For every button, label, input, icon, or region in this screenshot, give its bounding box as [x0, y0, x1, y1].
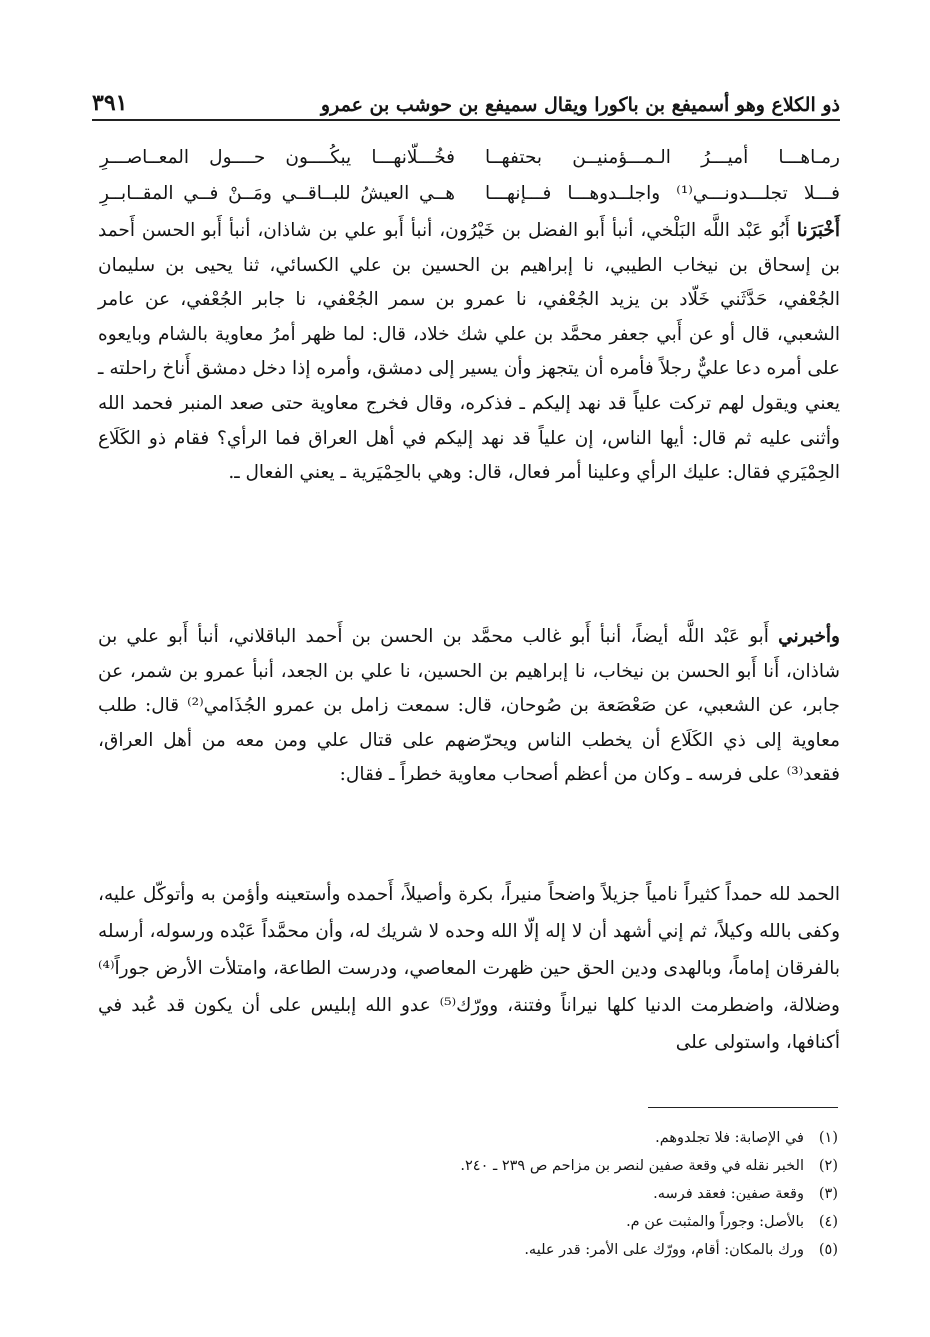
footnote-text: الخبر نقله في وقعة صفين لنصر بن مزاحم ص ٢٣٩ ـ ٢٤٠. — [460, 1158, 804, 1174]
paragraph-body: الحمد لله حمداً كثيراً نامياً جزيلاً واضحاً منيراً، بكرة وأصيلاً، أَحمده وأستعينه وأؤمن به وأتوكّل عليه، وكفى بالله وكيلاً، ثم إني أشهد أن لا إله إلّا الله وحده لا شريك له، وأن محمَّداً عَبْده ورسوله، أرسله بالفرقان إماماً، وبالهدى ودين الحق حين ظهرت المعاصي، ودرست الطاعة، وامتلأت الأرض جوراً⁽⁴⁾ وضلالة، واضطرمت الدنيا كلها نيراناً وفتنة، وورّك⁽⁵⁾ عدو الله إبليس على أن يكون قد عُبد في أكنافها، واستولى على — [98, 884, 840, 1053]
footnote-number: (٥) — [818, 1242, 838, 1258]
paragraph-second-narration — [98, 620, 840, 793]
header-rule — [92, 119, 840, 121]
footnote — [300, 1152, 838, 1180]
footnote-text: بالأصل: وجوراً والمثبت عن م. — [626, 1214, 804, 1230]
footnote — [300, 1236, 838, 1264]
footnote — [300, 1180, 838, 1208]
footnote-number: (٢) — [818, 1158, 838, 1174]
footnote — [300, 1208, 838, 1236]
verse-second-hemistich: فخُـــلّانهـــا يبكُــــون حــــول المعــاصـــرِ — [100, 147, 455, 168]
page-header — [92, 82, 840, 116]
footnote-text: ورك بالمكان: أقام، وورّك على الأمر: قدر عليه. — [524, 1242, 804, 1258]
paragraph-body: أَبُو عَبْد اللَّه البَلْخي، أنبأ أَبو الفضل بن خَيْرُون، أنبأ أَبو علي بن شاذان، أنبأ أَبو الحسن أَحمد بن إسحاق بن نيخاب الطيبي، نا إبراهيم بن الحسين بن علي الكسائي، ثنا يحيى بن سليمان الجُعْفي، حَدَّثَني خَلّاد بن يزيد الجُعْفي، نا عمرو بن سمر الجُعْفي، نا جابر الجُعْفي، عن عامر الشعبي، قال أو عن أَبي جعفر محمَّد بن علي شك خلاد، قال: لما ظهر أمرُ معاوية بالشام وبايعوه على أمره دعا عليٌّ رجلاً فأمره أن يتجهز وأن يسير إلى دمشق، وأمره إذا دخل دمشق أَناخ راحلته ـ يعني ويقول لهم تركت علياً قد نهد إليكم ـ فذكره، وقال فخرج معاوية حتى صعد المنبر فحمد الله وأثنى عليه ثم قال: أيها الناس، إن علياً قد نهد إليكم في أهل العراق فما الرأي؟ فقام ذو الكَلَاع الحِمْيَري فقال: عليك الرأي وعلينا أمر فعال، قال: وهي بالحِمْيَرية ـ يعني الفعال ـ. — [98, 220, 840, 484]
running-title: ذو الكلاع وهو أسميفع بن باكورا ويقال سميفع بن حوشب بن عمرو — [320, 94, 840, 116]
footnote-number: (١) — [818, 1130, 838, 1146]
verse-line — [100, 140, 840, 176]
footnotes — [300, 1124, 838, 1264]
verse-first-hemistich: فـــلا تجلـــدونـــي⁽¹⁾ واجلــدوهـــا فـــإنهـــا — [485, 183, 841, 204]
paragraph-body: أَبو عَبْد اللَّه أيضاً، أنبأ أَبو غالب محمَّد بن الحسن بن أَحمد الباقلاني، أنبأ أَبو علي بن شاذان، أَنا أَبو الحسن بن نيخاب، نا إبراهيم بن الحسين، نا علي بن الجعد، أنبأ عمرو بن شمر، عن جابر، عن الشعبي، عن صَعْصَعة بن صُوحان، قال: سمعت زامل بن عمرو الجُذَامي⁽²⁾ قال: طلب معاوية إلى ذي الكَلَاع أن يخطب الناس ويحرّضهم على قتال علي ومن معه من أهل العراق، فقعد⁽³⁾ على فرسه ـ وكان من أعظم أصحاب معاوية خطراً ـ فقال: — [98, 626, 840, 786]
paragraph-sermon — [98, 876, 840, 1061]
verse-line — [100, 176, 840, 212]
footnote-number: (٤) — [818, 1214, 838, 1230]
verse-second-hemistich: هــي العيشُ للبــاقــي ومَــنْ فــي المقــابــرِ — [100, 183, 455, 204]
footnote-rule — [648, 1107, 838, 1108]
verse-first-hemistich: رمـاهـــا أميـــرُ الـمـــؤمنيــن بحتفهــا — [485, 147, 840, 168]
poem-verses — [100, 140, 840, 212]
footnote-text: وقعة صفين: فعقد فرسه. — [653, 1186, 804, 1202]
paragraph-first-narration — [98, 214, 840, 491]
paragraph-lead-word: أَخْبَرَنا — [796, 220, 840, 241]
footnote-text: في الإصابة: فلا تجلدوهم. — [655, 1130, 804, 1146]
paragraph-lead-word: وأخبرني — [778, 626, 840, 647]
footnote — [300, 1124, 838, 1152]
page-number: ٣٩١ — [92, 90, 128, 116]
footnote-number: (٣) — [818, 1186, 838, 1202]
